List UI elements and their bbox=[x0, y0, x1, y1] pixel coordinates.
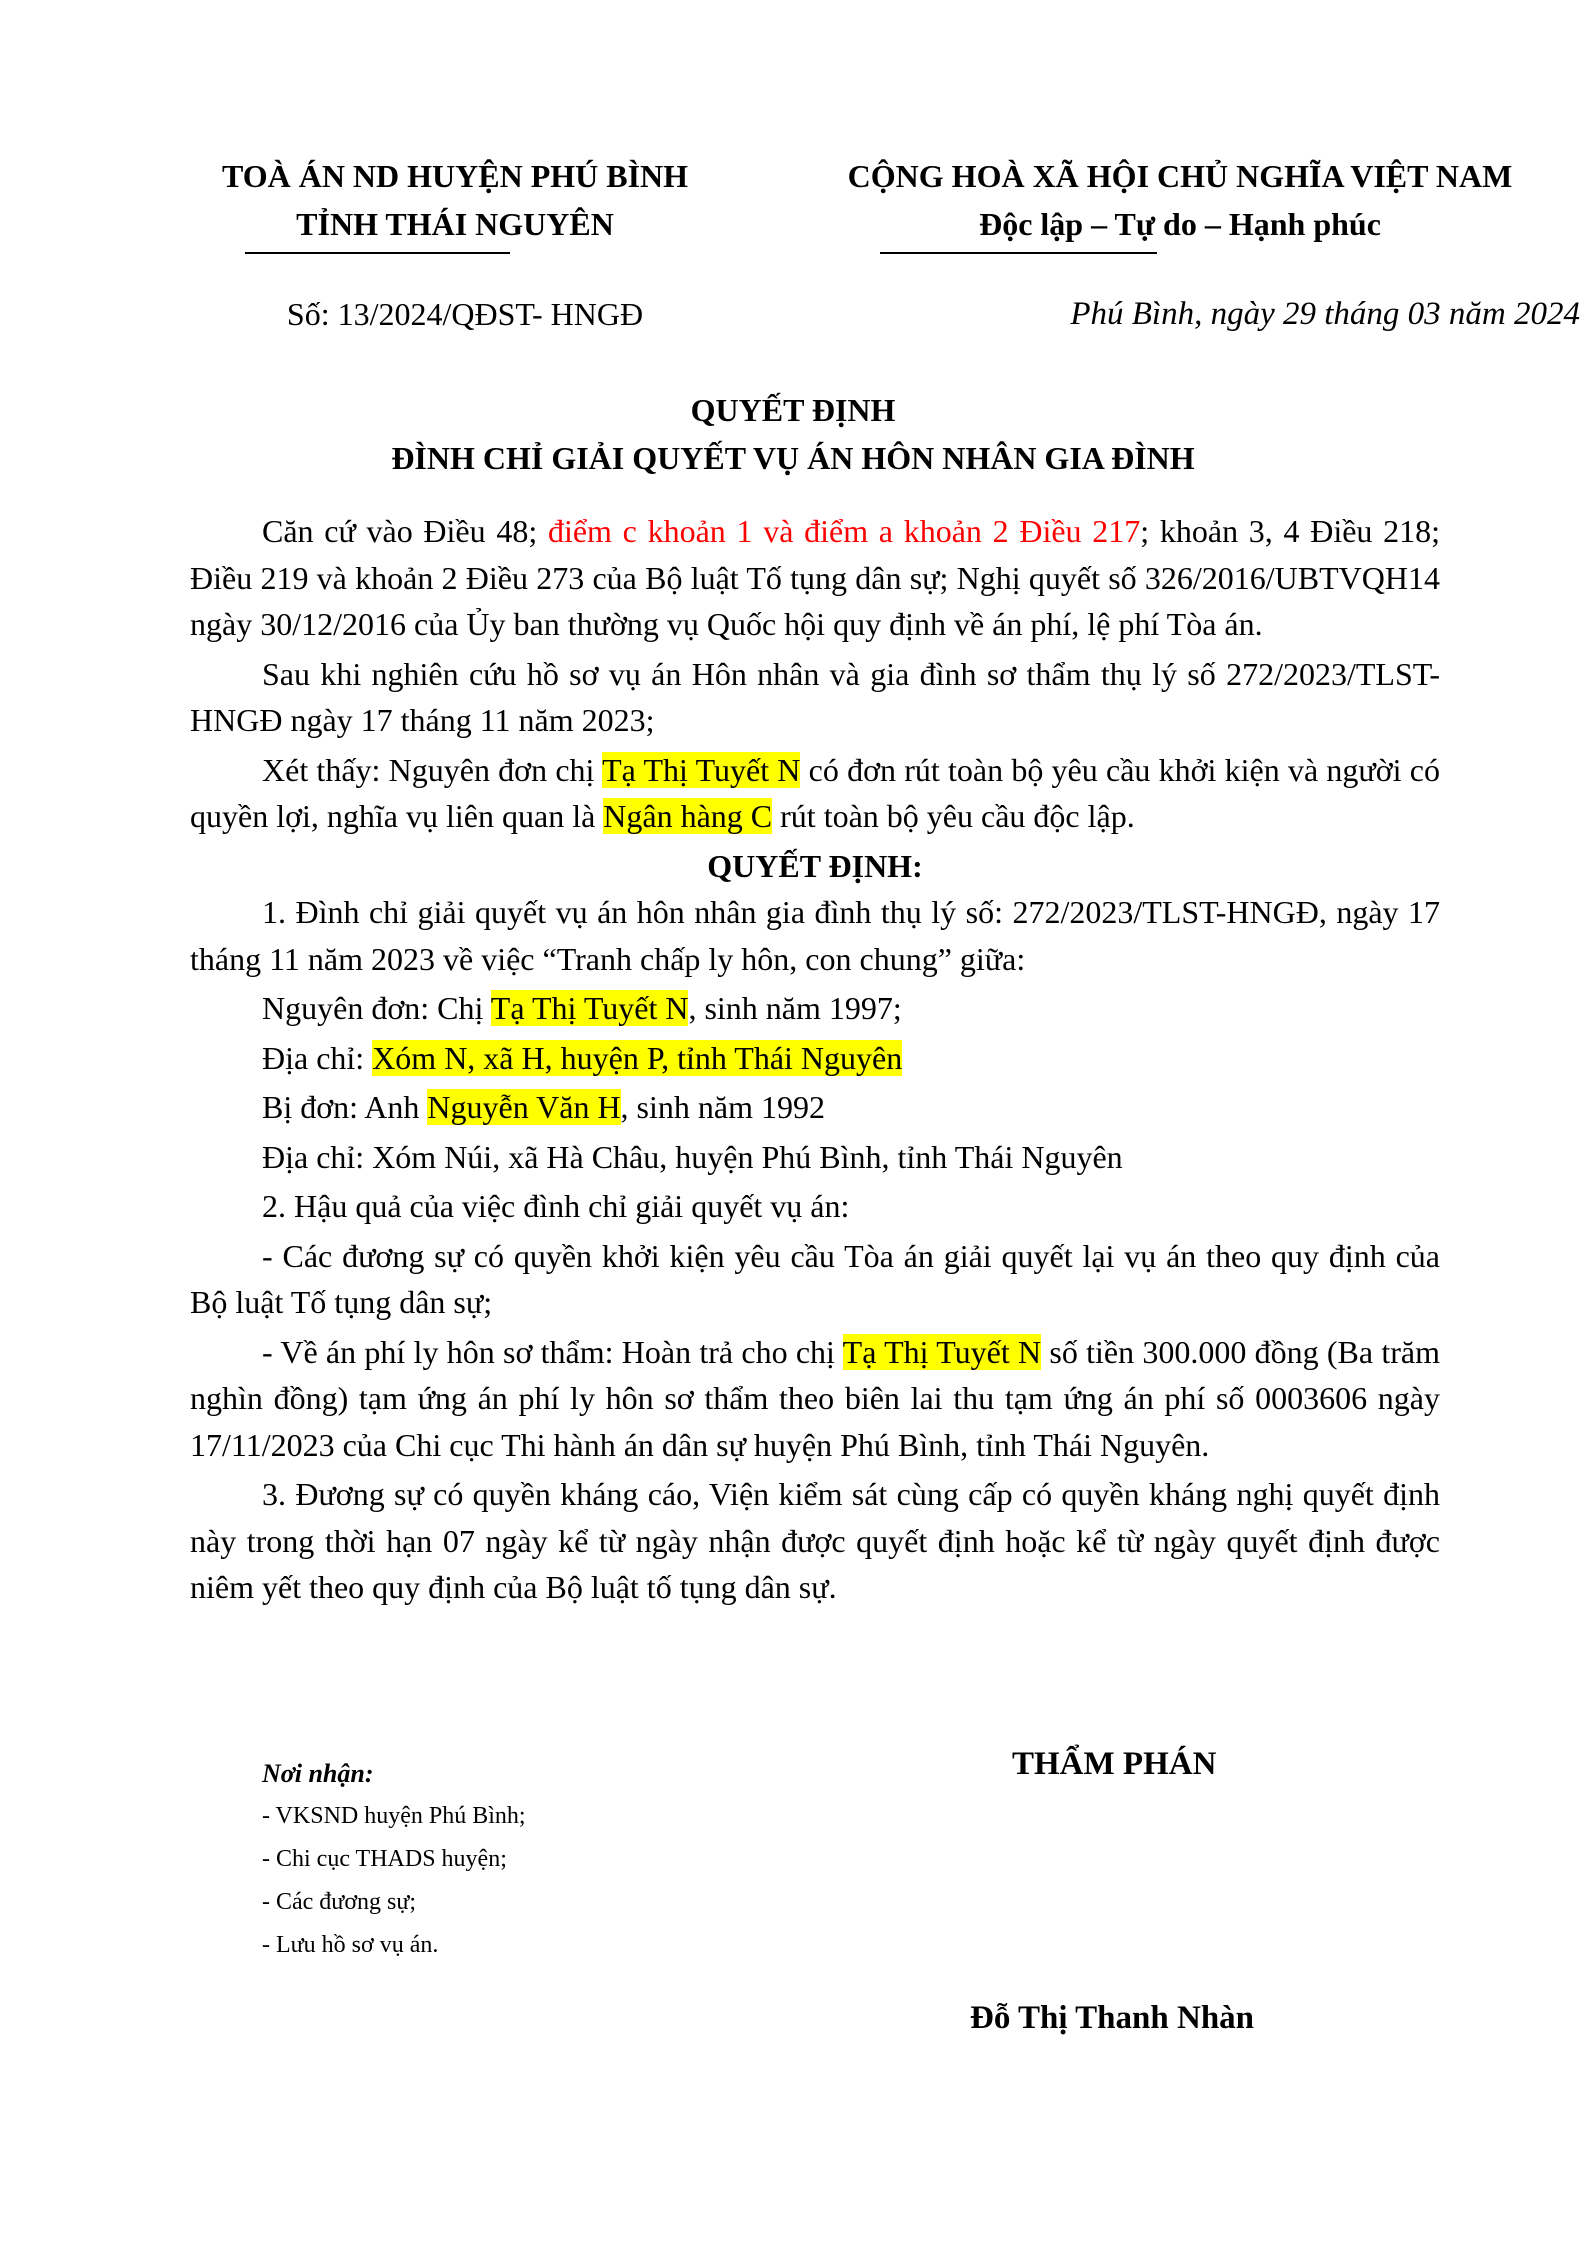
recipients-block bbox=[262, 1752, 526, 1967]
court-name: TOÀ ÁN ND HUYỆN PHÚ BÌNH bbox=[221, 158, 689, 194]
decision-item-1: 1. Đình chỉ giải quyết vụ án hôn nhân gia đình thụ lý số: 272/2023/TLST-HNGĐ, ngày 17 tháng 11 năm 2023 về việc “Tranh chấp ly hôn, con chung” giữa: bbox=[190, 894, 1440, 977]
recipient-item: - VKSND huyện Phú Bình; bbox=[262, 1803, 526, 1829]
legal-citation-highlight: điểm c khoản 1 và điểm a khoản 2 Điều 217 bbox=[547, 513, 1141, 549]
preamble-legal-basis: Căn cứ vào Điều 48; điểm c khoản 1 và điểm a khoản 2 Điều 217; khoản 3, 4 Điều 218; Điều 219 và khoản 2 Điều 273 của Bộ luật Tố tụng dân sự; Nghị quyết số 326/2016/UBTVQH14 ngày 30/12/2016 của Ủy ban thường vụ Quốc hội quy định về án phí, lệ phí Tòa án. bbox=[190, 513, 1441, 642]
header-right-underline bbox=[880, 252, 1157, 254]
plaintiff-name-highlight: Tạ Thị Tuyết N bbox=[602, 751, 801, 788]
preamble-case-review: Sau khi nghiên cứu hồ sơ vụ án Hôn nhân và gia đình sơ thẩm thụ lý số 272/2023/TLST-HNGĐ ngày 17 tháng 11 năm 2023; bbox=[190, 655, 1440, 738]
document-number: Số: 13/2024/QĐST- HNGĐ bbox=[286, 296, 644, 332]
defendant-line: Bị đơn: Anh Nguyễn Văn H, sinh năm 1992 bbox=[262, 1089, 825, 1125]
recipient-item: - Các đương sự; bbox=[262, 1889, 417, 1915]
decision-item-2a: - Các đương sự có quyền khởi kiện yêu cầu Tòa án giải quyết lại vụ án theo quy định của Bộ luật Tố tụng dân sự; bbox=[190, 1237, 1440, 1320]
plaintiff-name-highlight: Tạ Thị Tuyết N bbox=[490, 990, 689, 1026]
court-province: TỈNH THÁI NGUYÊN bbox=[296, 206, 614, 242]
defendant-address: Địa chỉ: Xóm Núi, xã Hà Châu, huyện Phú Bình, tỉnh Thái Nguyên bbox=[262, 1138, 1123, 1175]
signer-role: THẨM PHÁN bbox=[1012, 1746, 1217, 1782]
document-body bbox=[190, 508, 1440, 1614]
recipient-item: - Lưu hồ sơ vụ án. bbox=[262, 1932, 439, 1958]
decision-item-2b: - Về án phí ly hôn sơ thẩm: Hoàn trả cho chị Tạ Thị Tuyết N số tiền 300.000 đồng (Ba trăm nghìn đồng) tạm ứng án phí ly hôn sơ thẩm theo biên lai thu tạm ứng án phí số 0003606 ngày 17/11/2023 của Chi cục Thi hành án dân sự huyện Phú Bình, tỉnh Thái Nguyên. bbox=[190, 1333, 1441, 1463]
decision-item-2: 2. Hậu quả của việc đình chỉ giải quyết vụ án: bbox=[262, 1188, 850, 1224]
recipient-item: - Chi cục THADS huyện; bbox=[262, 1846, 507, 1872]
decision-item-3: 3. Đương sự có quyền kháng cáo, Viện kiểm sát cùng cấp có quyền kháng nghị quyết định này trong thời hạn 07 ngày kể từ ngày nhận được quyết định hoặc kể từ ngày quyết định được niêm yết theo quy định của Bộ luật tố tụng dân sự. bbox=[190, 1476, 1440, 1605]
national-motto: Độc lập – Tự do – Hạnh phúc bbox=[979, 206, 1381, 242]
header-left-underline bbox=[245, 252, 510, 254]
national-title: CỘNG HOÀ XÃ HỘI CHỦ NGHĨA VIỆT NAM bbox=[847, 158, 1513, 194]
recipients-label: Nơi nhận: bbox=[262, 1759, 374, 1788]
plaintiff-address-highlight: Xóm N, xã H, huyện P, tỉnh Thái Nguyên bbox=[372, 1039, 903, 1076]
signer-name: Đỗ Thị Thanh Nhàn bbox=[970, 2000, 1255, 2036]
plaintiff-name-highlight: Tạ Thị Tuyết N bbox=[842, 1333, 1042, 1370]
defendant-name-highlight: Nguyễn Văn H bbox=[427, 1089, 621, 1125]
plaintiff-address: Địa chỉ: Xóm N, xã H, huyện P, tỉnh Thái Nguyên bbox=[262, 1039, 903, 1076]
decision-heading: QUYẾT ĐỊNH: bbox=[707, 847, 923, 884]
place-and-date: Phú Bình, ngày 29 tháng 03 năm 2024 bbox=[1070, 296, 1580, 332]
document-title: QUYẾT ĐỊNH bbox=[690, 392, 896, 428]
document-subtitle: ĐÌNH CHỈ GIẢI QUYẾT VỤ ÁN HÔN NHÂN GIA ĐÌNH bbox=[391, 440, 1195, 476]
preamble-findings: Xét thấy: Nguyên đơn chị Tạ Thị Tuyết N có đơn rút toàn bộ yêu cầu khởi kiện và người có quyền lợi, nghĩa vụ liên quan là Ngân hàng C rút toàn bộ yêu cầu độc lập. bbox=[190, 751, 1441, 834]
plaintiff-line: Nguyên đơn: Chị Tạ Thị Tuyết N, sinh năm 1997; bbox=[262, 990, 902, 1026]
bank-name-highlight: Ngân hàng C bbox=[603, 798, 773, 834]
